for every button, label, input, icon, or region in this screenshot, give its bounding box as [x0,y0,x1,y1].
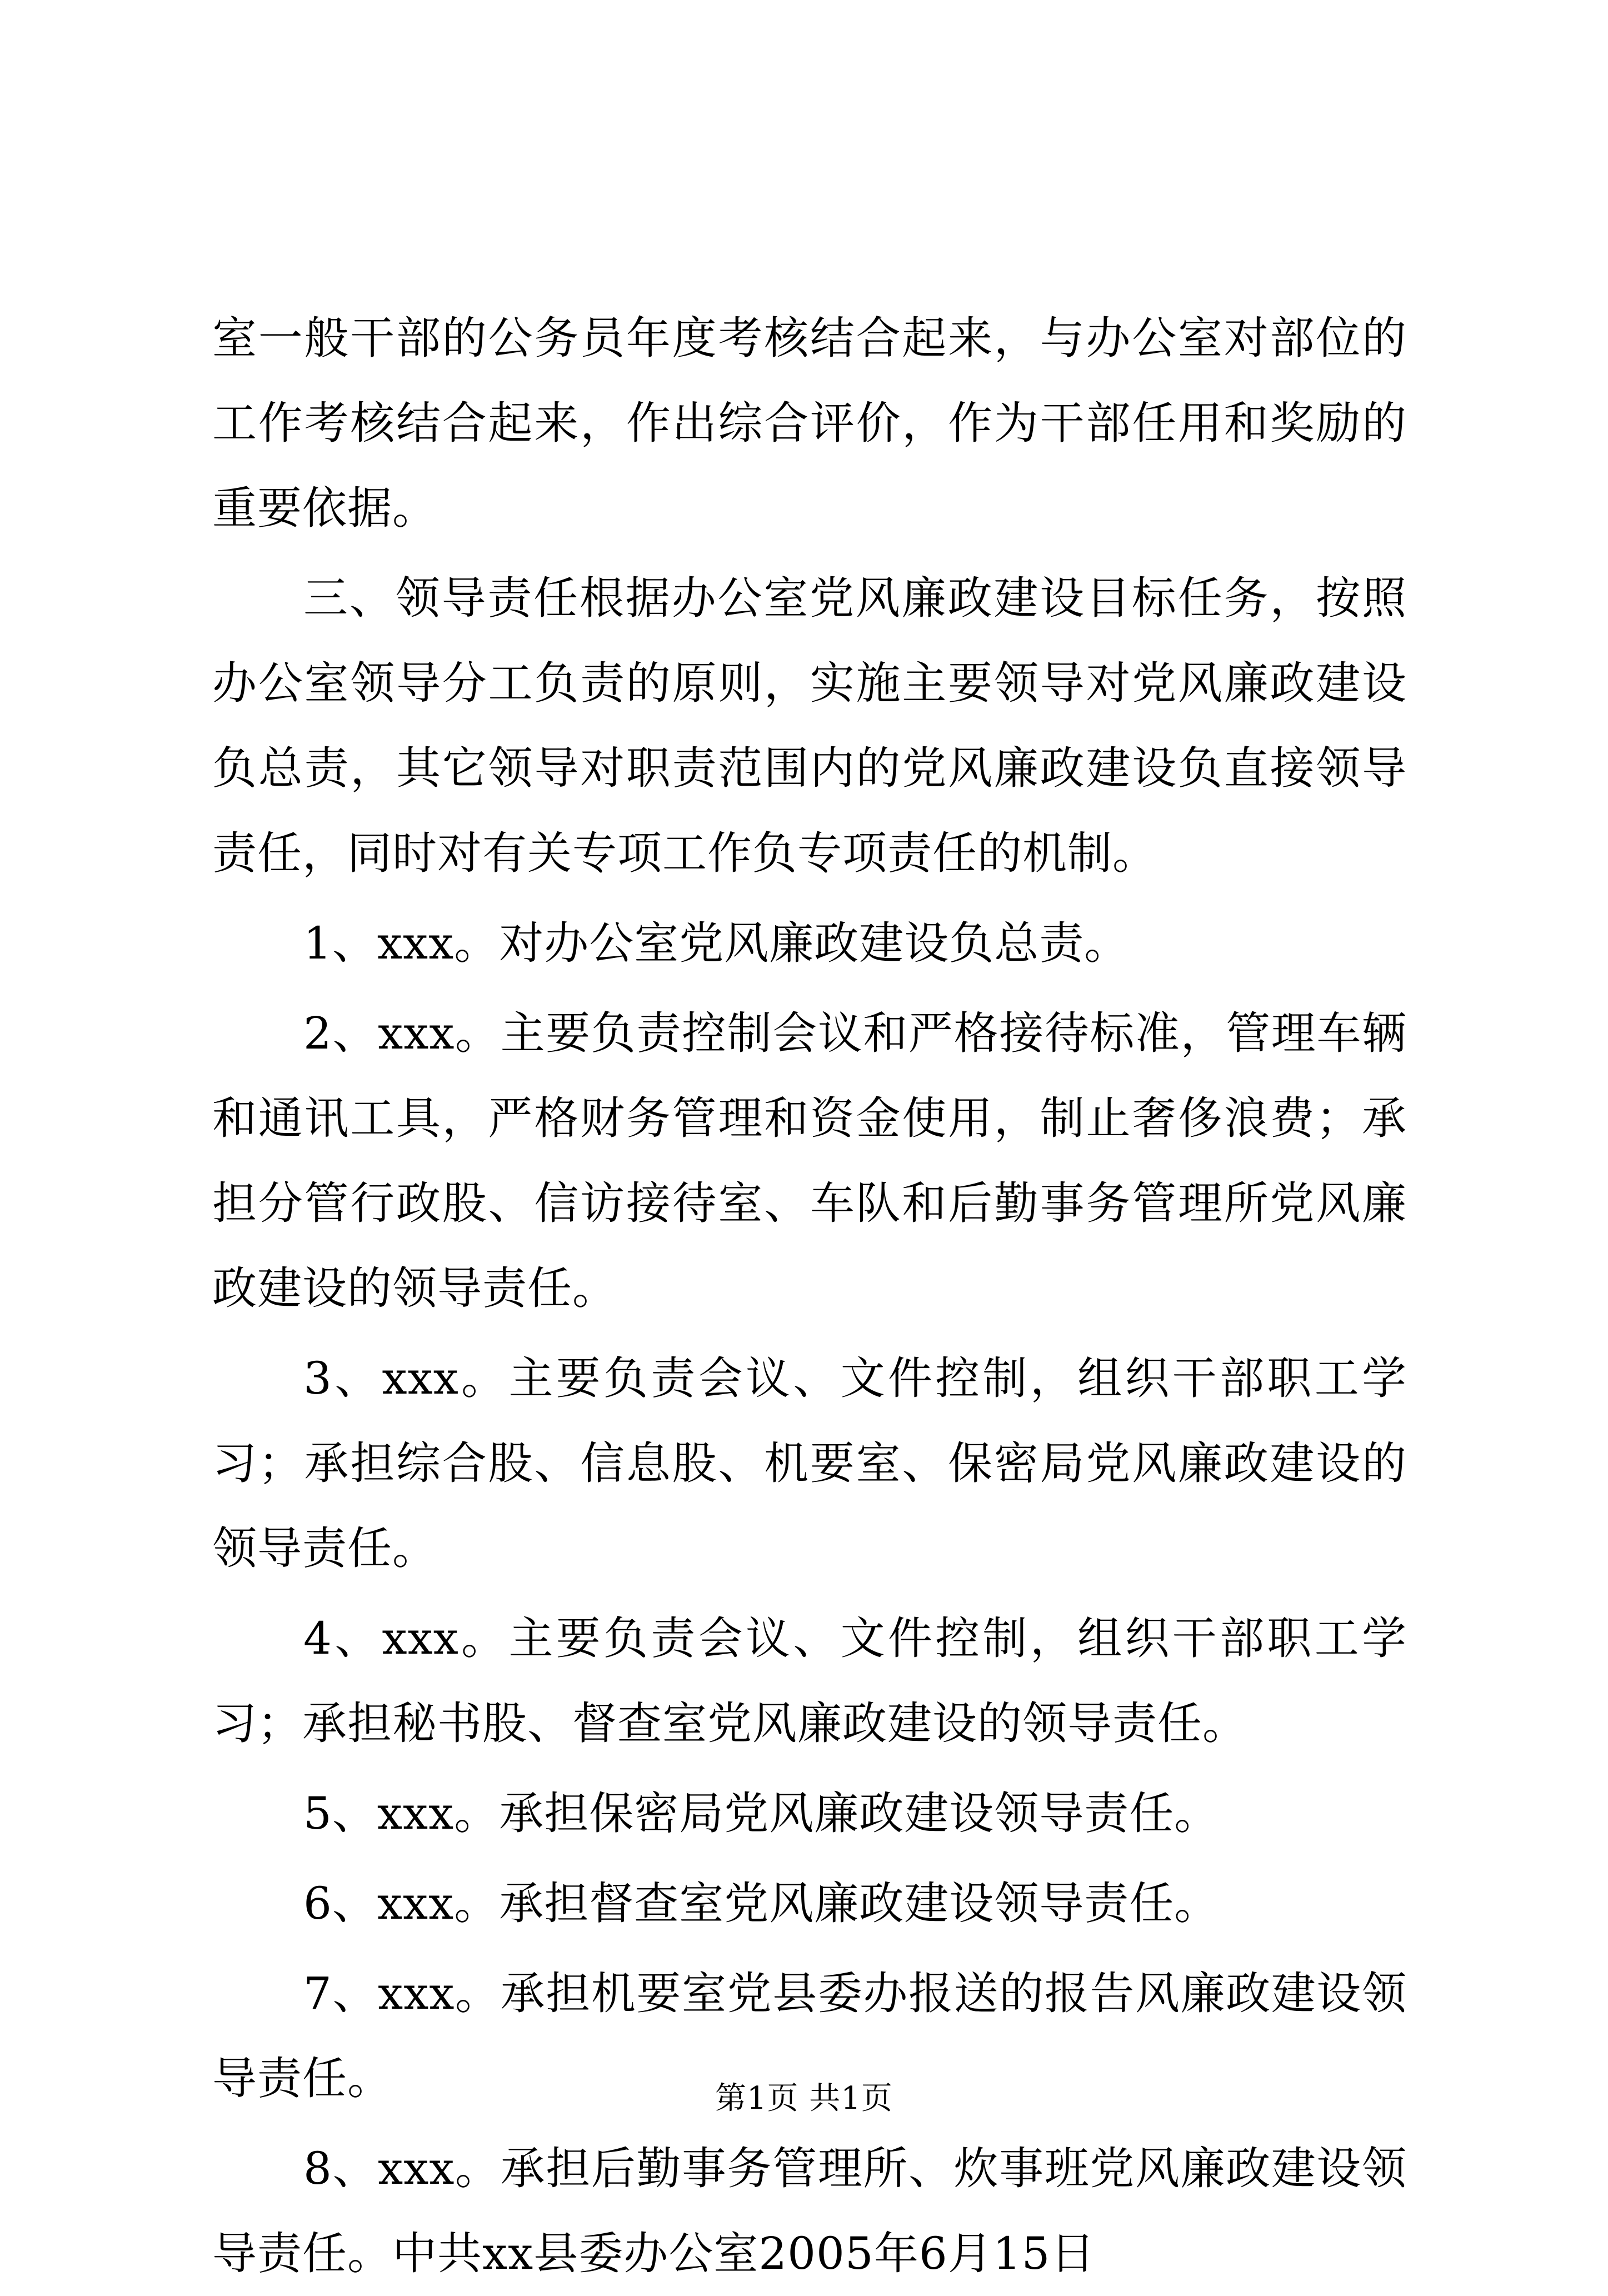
paragraph-5: 3、xxx。主要负责会议、文件控制，组织干部职工学习；承担综合股、信息股、机要室、保密局党风廉政建设的领导责任。 [212,1352,1407,1574]
document-body [212,296,1407,2296]
paragraph-6: 4、xxx。主要负责会议、文件控制，组织干部职工学习；承担秘书股、督查室党风廉政建设的领导责任。 [212,1613,1407,1749]
paragraph-8: 6、xxx。承担督查室党风廉政建设领导责任。 [303,1878,1220,1929]
paragraph-3: 1、xxx。对办公室党风廉政建设负总责。 [303,917,1130,969]
paragraph-1: 室一般干部的公务员年度考核结合起来，与办公室对部位的工作考核结合起来，作出综合评价，作为干部任用和奖励的重要依据。 [212,312,1407,534]
paragraph-4: 2、xxx。主要负责控制会议和严格接待标准，管理车辆和通讯工具，严格财务管理和资金使用，制止奢侈浪费；承担分管行政股、信访接待室、车队和后勤事务管理所党风廉政建设的领导责任。 [212,1007,1407,1314]
page-number-footer: 第1页 共1页 [715,2080,893,2117]
paragraph-10: 8、xxx。承担后勤事务管理所、炊事班党风廉政建设领导责任。中共xx县委办公室2005年6月15日 [212,2143,1407,2279]
paragraph-7: 5、xxx。承担保密局党风廉政建设领导责任。 [303,1788,1220,1839]
paragraph-9: 7、xxx。承担机要室党县委办报送的报告风廉政建设领导责任。 [212,1968,1407,2104]
paragraph-2: 三、领导责任根据办公室党风廉政建设目标任务，按照办公室领导分工负责的原则，实施主要领导对党风廉政建设负总责，其它领导对职责范围内的党风廉政建设负直接领导责任，同时对有关专项工作负专项责任的机制。 [212,572,1407,879]
